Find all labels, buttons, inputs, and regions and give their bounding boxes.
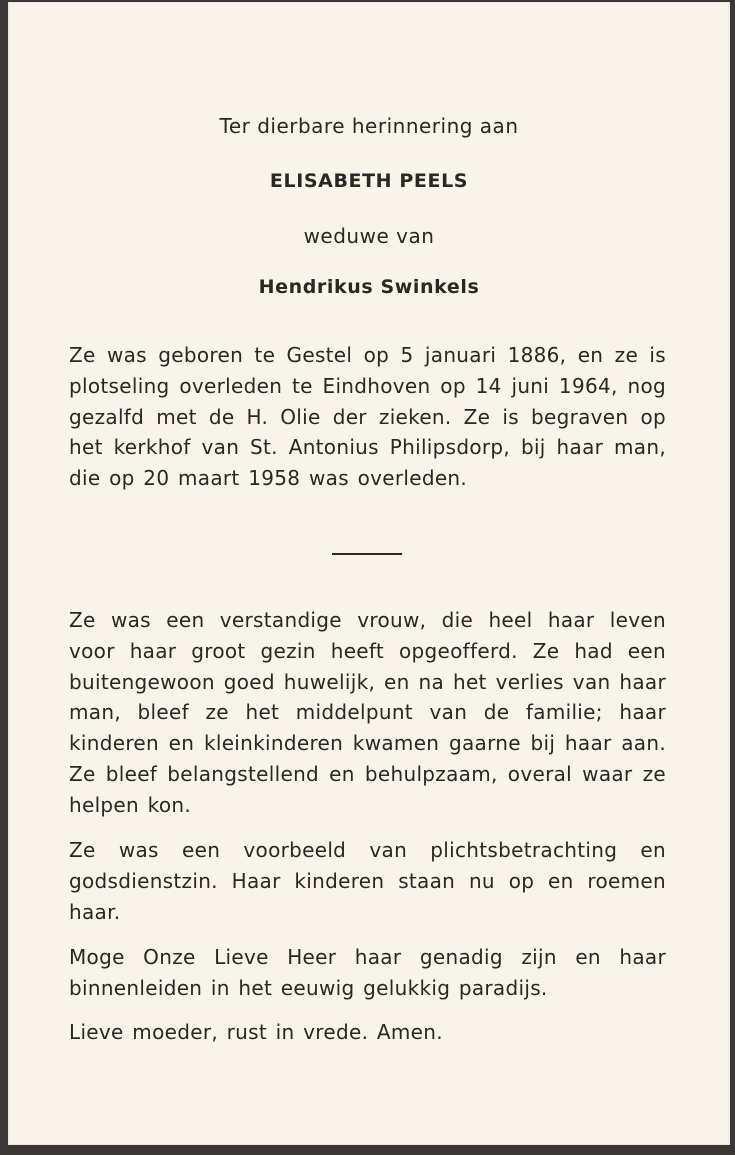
spouse-name: Hendrikus Swinkels xyxy=(258,276,480,298)
paragraph-prayer: Moge Onze Lieve Heer haar genadig zijn en haar binnenleiden in het eeuwig gelukkig paradijs. xyxy=(69,945,666,1000)
relation-line: weduwe van xyxy=(303,224,435,248)
memorial-card xyxy=(8,2,730,1145)
paragraph-farewell: Lieve moeder, rust in vrede. Amen. xyxy=(69,1020,443,1044)
deceased-name: ELISABETH PEELS xyxy=(269,170,469,192)
intro-line: Ter dierbare herinnering aan xyxy=(219,114,519,138)
paragraph-character: Ze was een verstandige vrouw, die heel haar leven voor haar groot gezin heeft opgeofferd. Ze had een buitengewoon goed huwelijk, en na het verlies van haar man, bleef ze het middelpunt van de familie; haar kinderen en kleinkinderen kwamen gaarne bij haar aan. Ze bleef belangstellend en behulpzaam, overal waar ze helpen kon. xyxy=(69,608,666,817)
paragraph-example: Ze was een voorbeeld van plichtsbetrachting en godsdienstzin. Haar kinderen staan nu op en roemen haar. xyxy=(69,838,666,924)
paragraph-biography: Ze was geboren te Gestel op 5 januari 1886, en ze is plotseling overleden te Eindhoven op 14 juni 1964, nog gezalfd met de H. Olie der zieken. Ze is begraven op het kerkhof van St. Antonius Philipsdorp, bij haar man, die op 20 maart 1958 was overleden. xyxy=(69,343,666,491)
separator-line xyxy=(332,553,402,555)
